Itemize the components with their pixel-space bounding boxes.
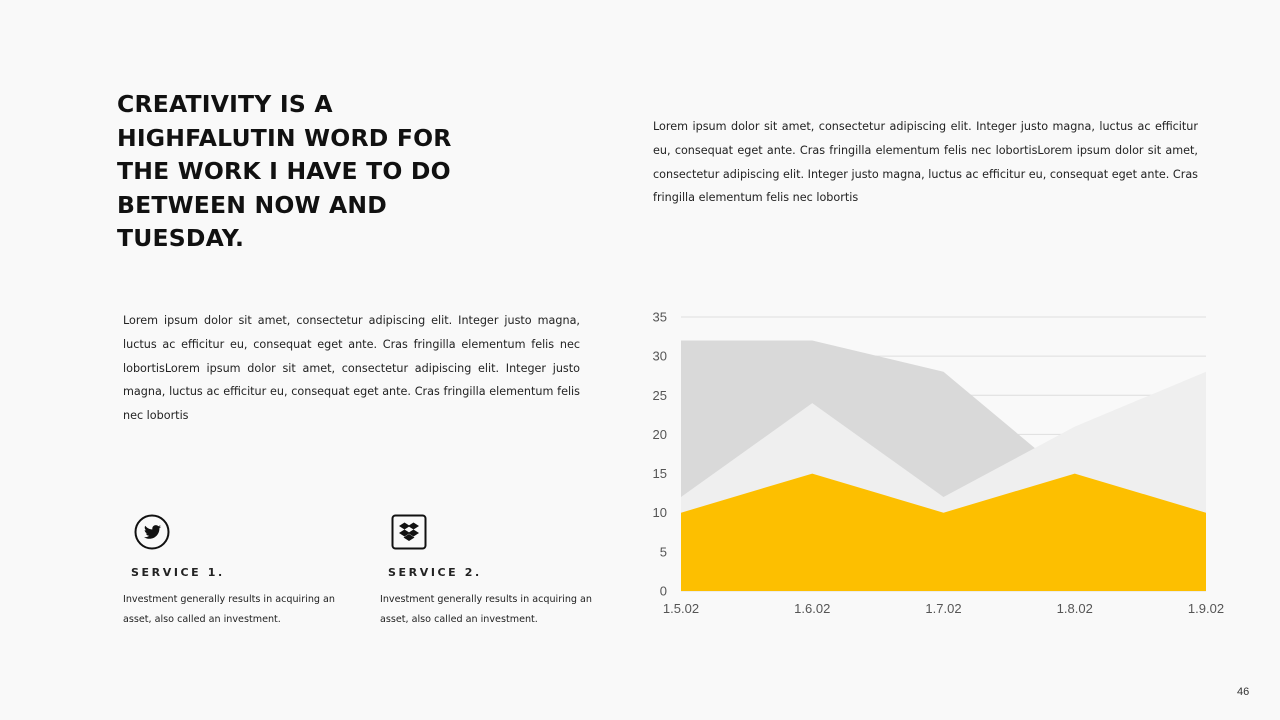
x-tick-label: 1.5.02 [662, 601, 700, 616]
y-tick-label: 10 [652, 505, 667, 521]
page-number: 46 [1237, 686, 1250, 698]
service-description: Investment generally results in acquiring an asset, also called an investment. [123, 594, 336, 625]
service-title: SERVICE 2. [388, 566, 482, 579]
y-tick-label: 30 [652, 348, 667, 364]
x-tick-label: 1.7.02 [925, 601, 962, 616]
intro-paragraph-left: Lorem ipsum dolor sit amet, consectetur adipiscing elit. Integer justo magna, luctus ac efficitur eu, consequat eget ante. Cras fringilla elementum felis nec lobortisLorem ipsum dolor sit amet, consectetur adipiscing elit. Integer justo magna, luctus ac efficitur eu, consequat eget ante. Cras fringilla elementum felis nec lobortis [123, 314, 580, 423]
slide-headline: CREATIVITY IS A HIGHFALUTIN WORD FOR THE WORK I HAVE TO DO BETWEEN NOW AND TUESDAY. [117, 90, 452, 252]
y-tick-label: 20 [652, 426, 667, 442]
x-tick-label: 1.8.02 [1056, 601, 1093, 616]
y-tick-label: 5 [659, 544, 667, 560]
service-description: Investment generally results in acquiring an asset, also called an investment. [380, 594, 593, 625]
x-tick-label: 1.6.02 [794, 601, 831, 616]
y-tick-label: 35 [652, 309, 667, 325]
service-title: SERVICE 1. [131, 566, 225, 579]
x-tick-label: 1.9.02 [1187, 601, 1225, 616]
y-tick-label: 0 [659, 583, 667, 599]
intro-paragraph-right: Lorem ipsum dolor sit amet, consectetur adipiscing elit. Integer justo magna, luctus ac efficitur eu, consequat eget ante. Cras fringilla elementum felis nec lobortisLorem ipsum dolor sit amet, consectetur adipiscing elit. Integer justo magna, luctus ac efficitur eu, consequat eget ante. Cras fringilla elementum felis nec lobortis [653, 120, 1198, 205]
twitter-icon[interactable] [134, 514, 170, 550]
area-chart [640, 300, 1240, 630]
y-tick-label: 15 [652, 466, 667, 482]
y-tick-label: 25 [652, 387, 667, 403]
dropbox-icon[interactable] [391, 514, 427, 550]
